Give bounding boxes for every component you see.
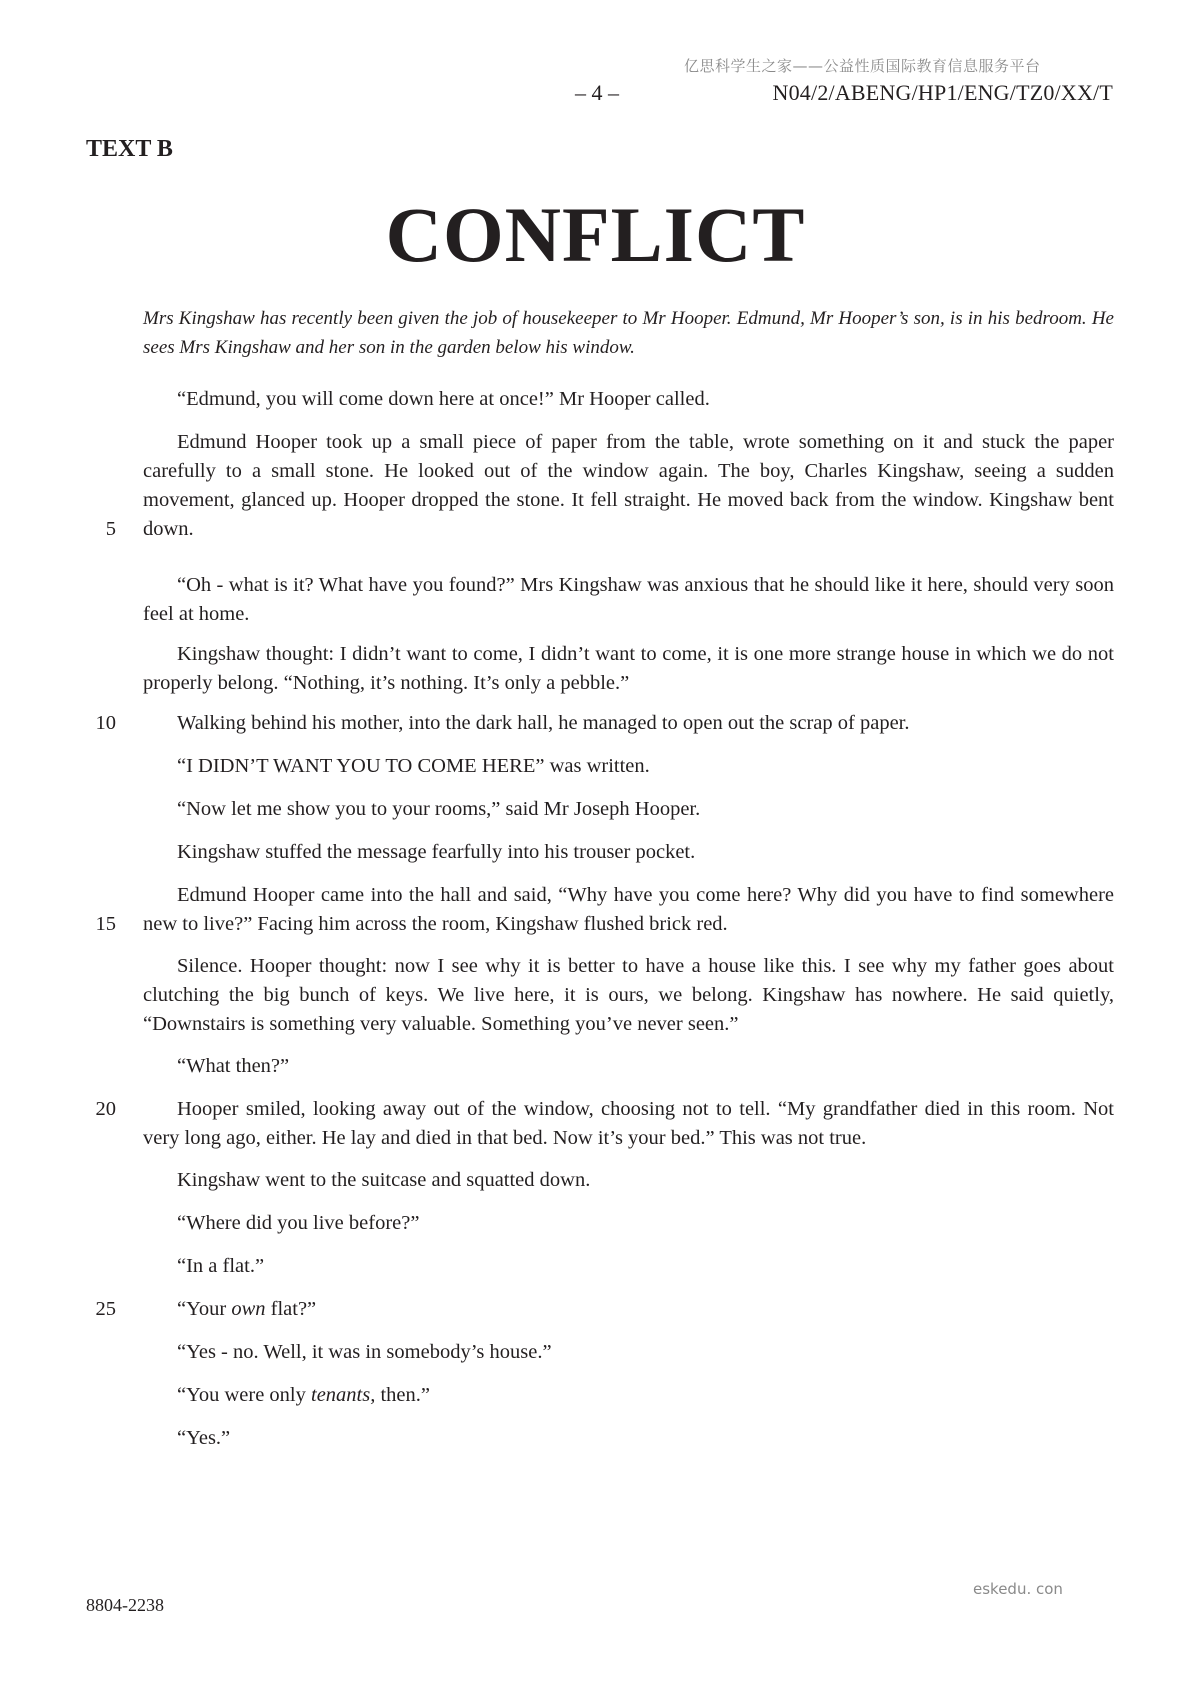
line-number: 15: [95, 913, 116, 935]
paragraph: “What then?”: [177, 1055, 290, 1077]
footer-doc-code: 8804-2238: [86, 1595, 164, 1615]
paragraph: Hooper smiled, looking away out of the window, choosing not to tell. “My grandfather died in this room. Not very long ago, either. He lay and died in that bed. Now it’s your bed.” This was not true.: [143, 1098, 1114, 1149]
paragraph: “You were only tenants, then.”: [177, 1384, 431, 1406]
document-code: N04/2/ABENG/HP1/ENG/TZ0/XX/T: [772, 80, 1113, 105]
line-number: 10: [95, 712, 116, 734]
watermark-bottom: eskedu. con: [973, 1580, 1063, 1598]
paragraph: “Oh - what is it? What have you found?” Mrs Kingshaw was anxious that he should like it here, should very soon feel at home.: [143, 574, 1114, 625]
paragraph: Kingshaw stuffed the message fearfully into his trouser pocket.: [177, 841, 696, 863]
paragraph: “Now let me show you to your rooms,” said Mr Joseph Hooper.: [177, 798, 701, 820]
page-number: – 4 –: [575, 80, 619, 105]
paragraph: “Yes.”: [177, 1427, 231, 1449]
paragraph: “In a flat.”: [177, 1255, 265, 1277]
section-label: TEXT B: [86, 136, 173, 162]
paragraph: Edmund Hooper took up a small piece of paper from the table, wrote something on it and stuck the paper carefully to a small stone. He looked out of the window again. The boy, Charles Kingshaw, seeing a sudden movement, glanced up. Hooper dropped the stone. It fell straight. He moved back from the window. Kingshaw bent down.: [143, 431, 1114, 540]
paragraph: “Yes - no. Well, it was in somebody’s house.”: [177, 1341, 552, 1363]
line-number: 20: [95, 1098, 116, 1120]
paragraph: Edmund Hooper came into the hall and said, “Why have you come here? Why did you have to find somewhere new to live?” Facing him across the room, Kingshaw flushed brick red.: [143, 884, 1114, 935]
intro-text: Mrs Kingshaw has recently been given the job of housekeeper to Mr Hooper. Edmund, Mr Hooper’s son, is in his bedroom. He sees Mrs Kingshaw and her son in the garden below his window.: [143, 308, 1114, 358]
paragraph: “I DIDN’T WANT YOU TO COME HERE” was written.: [177, 755, 650, 777]
paragraph: Kingshaw thought: I didn’t want to come, I didn’t want to come, it is one more strange house in which we do not properly belong. “Nothing, it’s nothing. It’s only a pebble.”: [143, 643, 1114, 694]
paragraph: Kingshaw went to the suitcase and squatted down.: [177, 1169, 591, 1191]
watermark-top: 亿思科学生之家——公益性质国际教育信息服务平台: [684, 57, 1041, 75]
line-number: 5: [105, 518, 116, 540]
paragraph: “Your own flat?”: [177, 1298, 317, 1320]
line-number: 25: [95, 1298, 116, 1320]
page-title: CONFLICT: [385, 191, 806, 278]
paragraph: Walking behind his mother, into the dark hall, he managed to open out the scrap of paper.: [177, 712, 910, 734]
paragraph: “Edmund, you will come down here at once!” Mr Hooper called.: [177, 388, 710, 410]
paragraph: “Where did you live before?”: [177, 1212, 420, 1234]
paragraph: Silence. Hooper thought: now I see why it is better to have a house like this. I see why my father goes about clutching the big bunch of keys. We live here, it is ours, we belong. Kingshaw has nowhere. He said quietly, “Downstairs is something very valuable. Something you’ve never seen.”: [143, 955, 1114, 1035]
